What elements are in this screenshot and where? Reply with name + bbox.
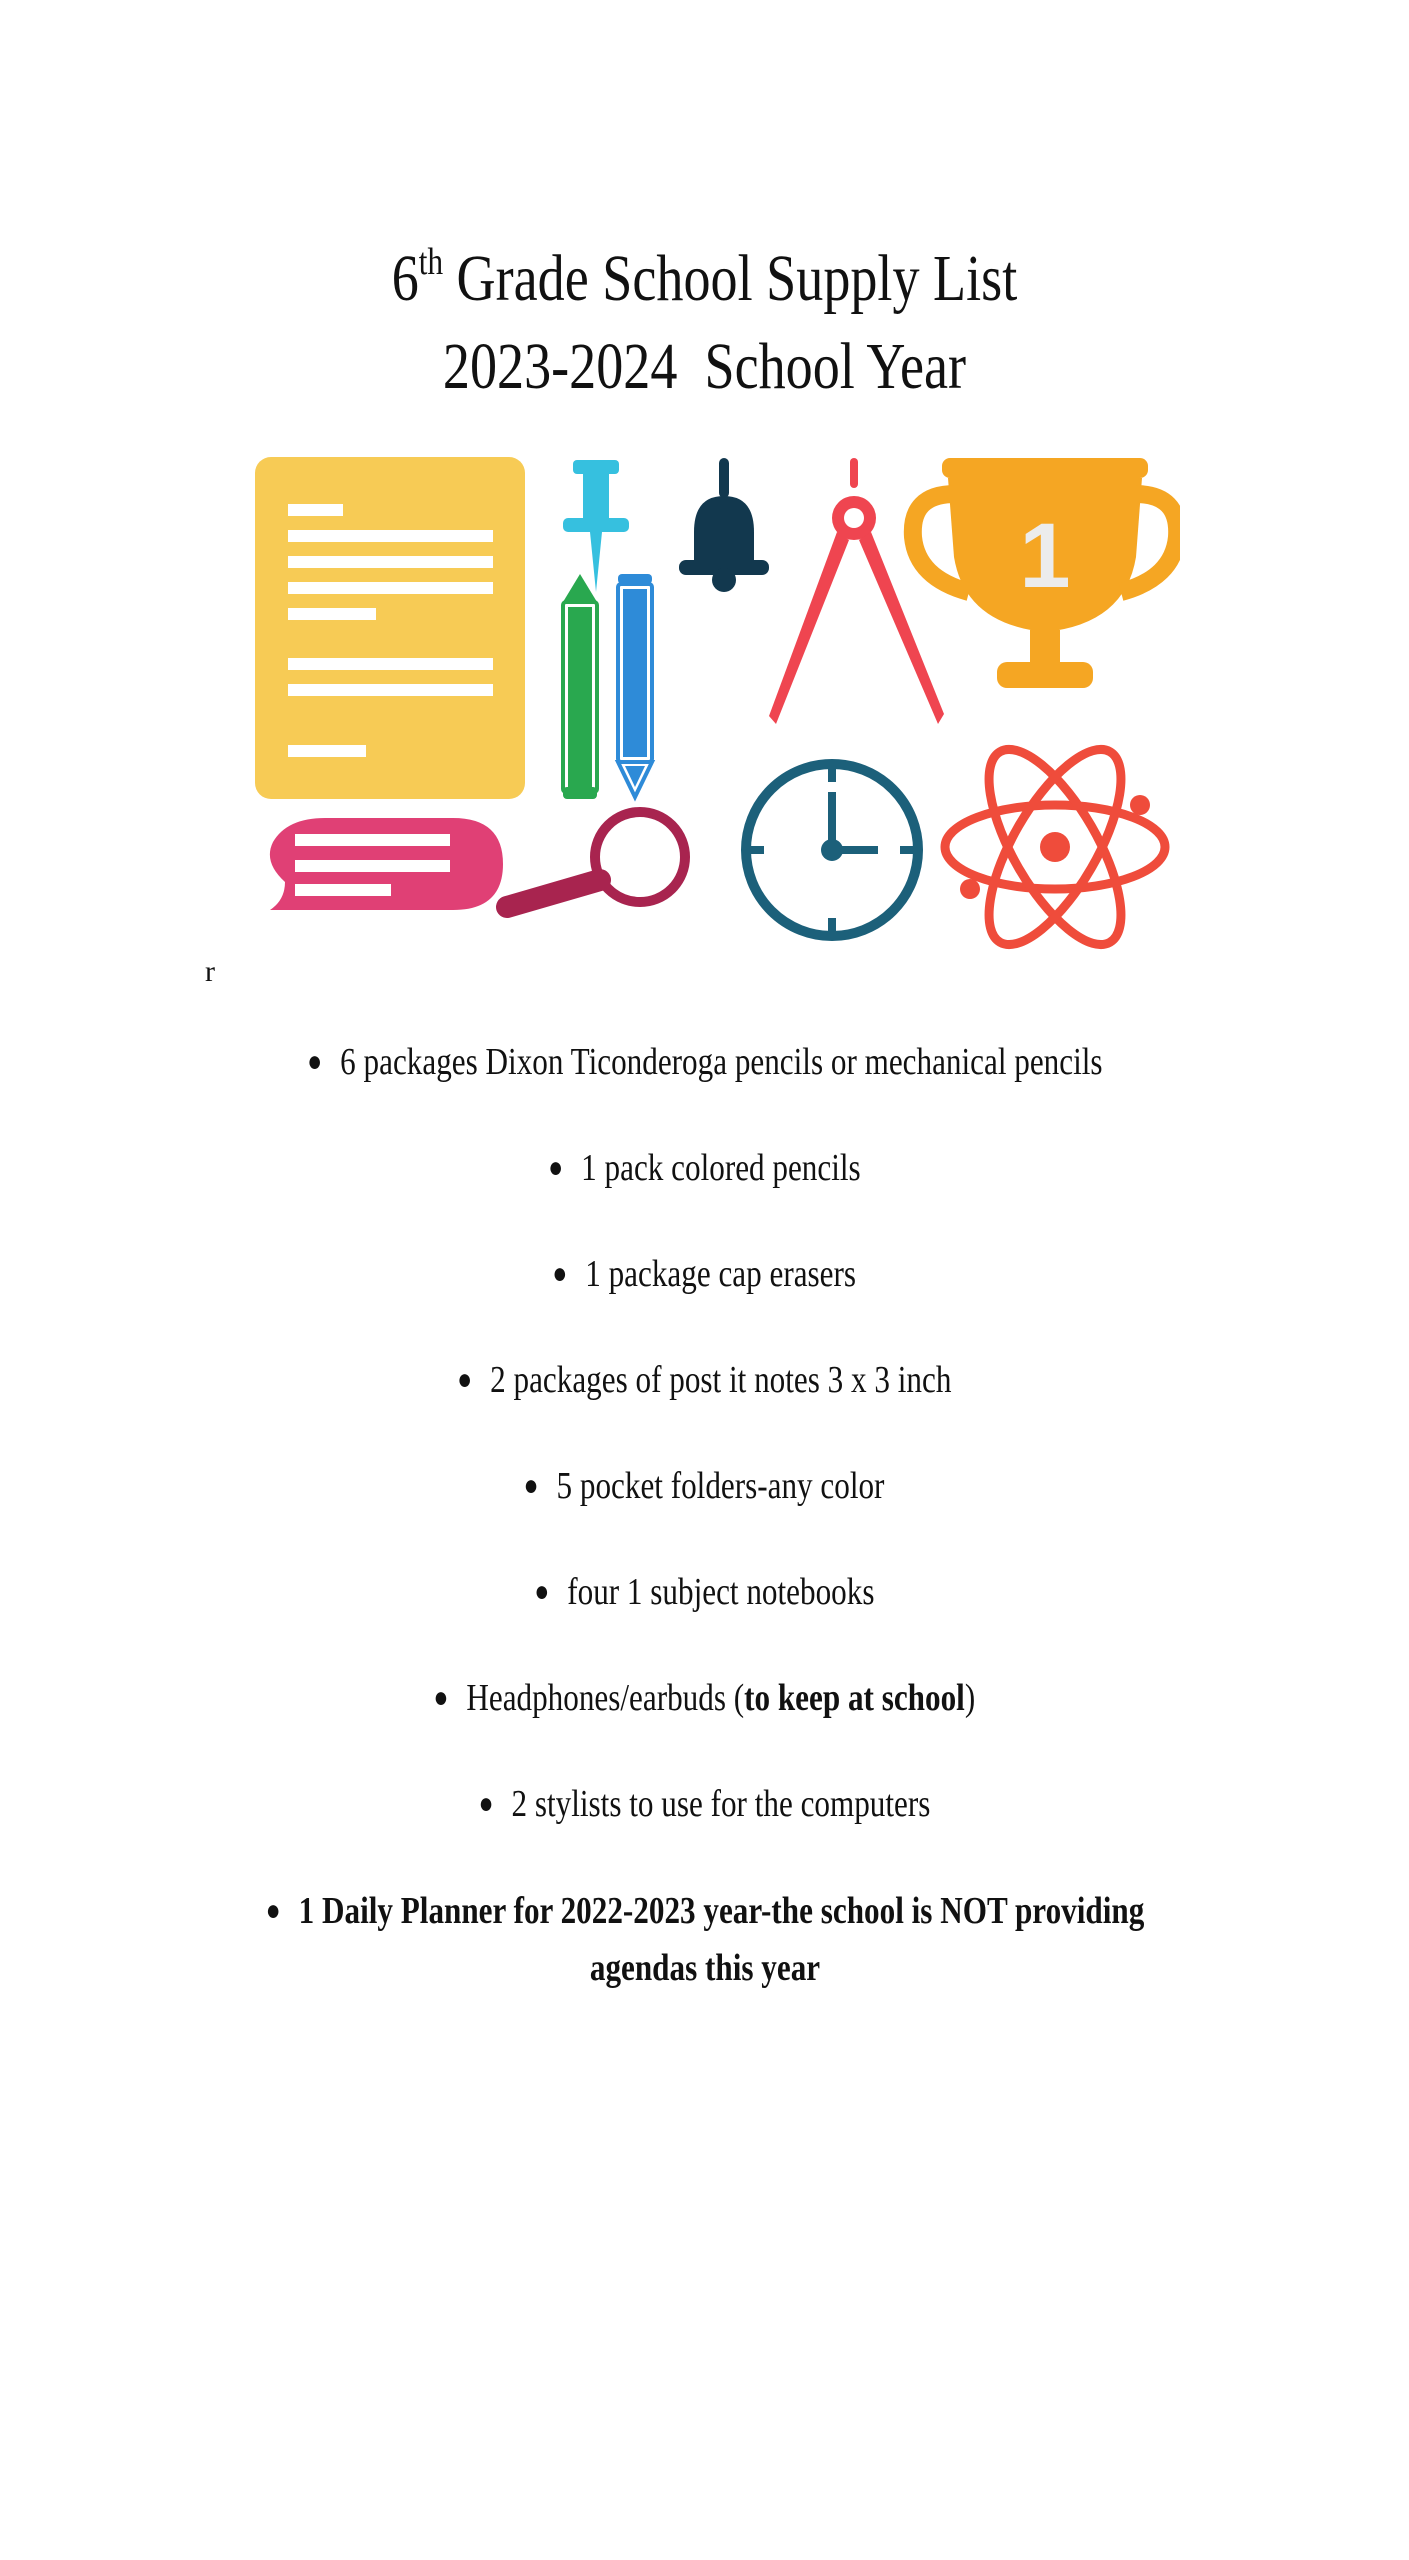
item-text-end: ) (964, 1677, 976, 1719)
item-text: 6 packages Dixon Ticonderoga pencils or mechanical pencils (339, 1041, 1103, 1083)
bullet: ● (534, 1575, 550, 1608)
item-text: 1 package cap erasers (585, 1253, 857, 1295)
document-icon (255, 457, 525, 799)
crayon-icon (618, 574, 652, 797)
school-year: 2023-2024 School Year (442, 330, 967, 403)
bullet: ● (265, 1894, 281, 1927)
list-item (0, 1672, 1409, 1727)
bullet: ● (478, 1787, 494, 1820)
title-line-1 (127, 235, 1282, 323)
list-item (0, 1142, 1409, 1197)
list-item (0, 1884, 1409, 1995)
stray-character: r (205, 955, 215, 988)
item-text: four 1 subject notebooks (567, 1571, 875, 1613)
list-item (0, 1248, 1409, 1303)
bullet: ● (524, 1469, 539, 1502)
item-text-bold: 1 Daily Planner for 2022-2023 year-the school is NOT providing agendas this year (298, 1890, 1144, 1989)
bullet: ● (552, 1257, 568, 1290)
trophy-number: 1 (1019, 505, 1071, 607)
item-text: Headphones/earbuds ( (466, 1677, 745, 1719)
magnifier-icon (507, 812, 685, 907)
grade-number: 6 (391, 242, 419, 315)
atom-icon (945, 731, 1165, 960)
list-item (0, 1354, 1409, 1409)
bell-icon (679, 458, 769, 592)
list-item (0, 1036, 1409, 1091)
school-supplies-illustration (245, 452, 1180, 960)
list-item (0, 1460, 1409, 1515)
pencil-icon (563, 574, 597, 799)
bullet: ● (548, 1151, 564, 1184)
item-text: 2 packages of post it notes 3 x 3 inch (490, 1359, 952, 1401)
bullet: ● (433, 1681, 449, 1714)
bullet: ● (457, 1363, 473, 1396)
item-text-bold: to keep at school (744, 1677, 965, 1719)
item-text: 5 pocket folders-any color (556, 1465, 885, 1507)
list-item (0, 1566, 1409, 1621)
bullet: ● (306, 1045, 322, 1078)
grade-suffix: th (418, 241, 444, 283)
pushpin-icon (563, 460, 629, 592)
list-item (0, 1778, 1409, 1833)
page-title (0, 235, 1409, 411)
item-text: 2 stylists to use for the computers (511, 1783, 931, 1825)
clock-icon (746, 764, 918, 936)
title-text: Grade School Supply List (443, 242, 1018, 315)
item-text: 1 pack colored pencils (581, 1147, 861, 1189)
speech-bubble-icon (270, 818, 503, 910)
trophy-icon (913, 458, 1177, 688)
